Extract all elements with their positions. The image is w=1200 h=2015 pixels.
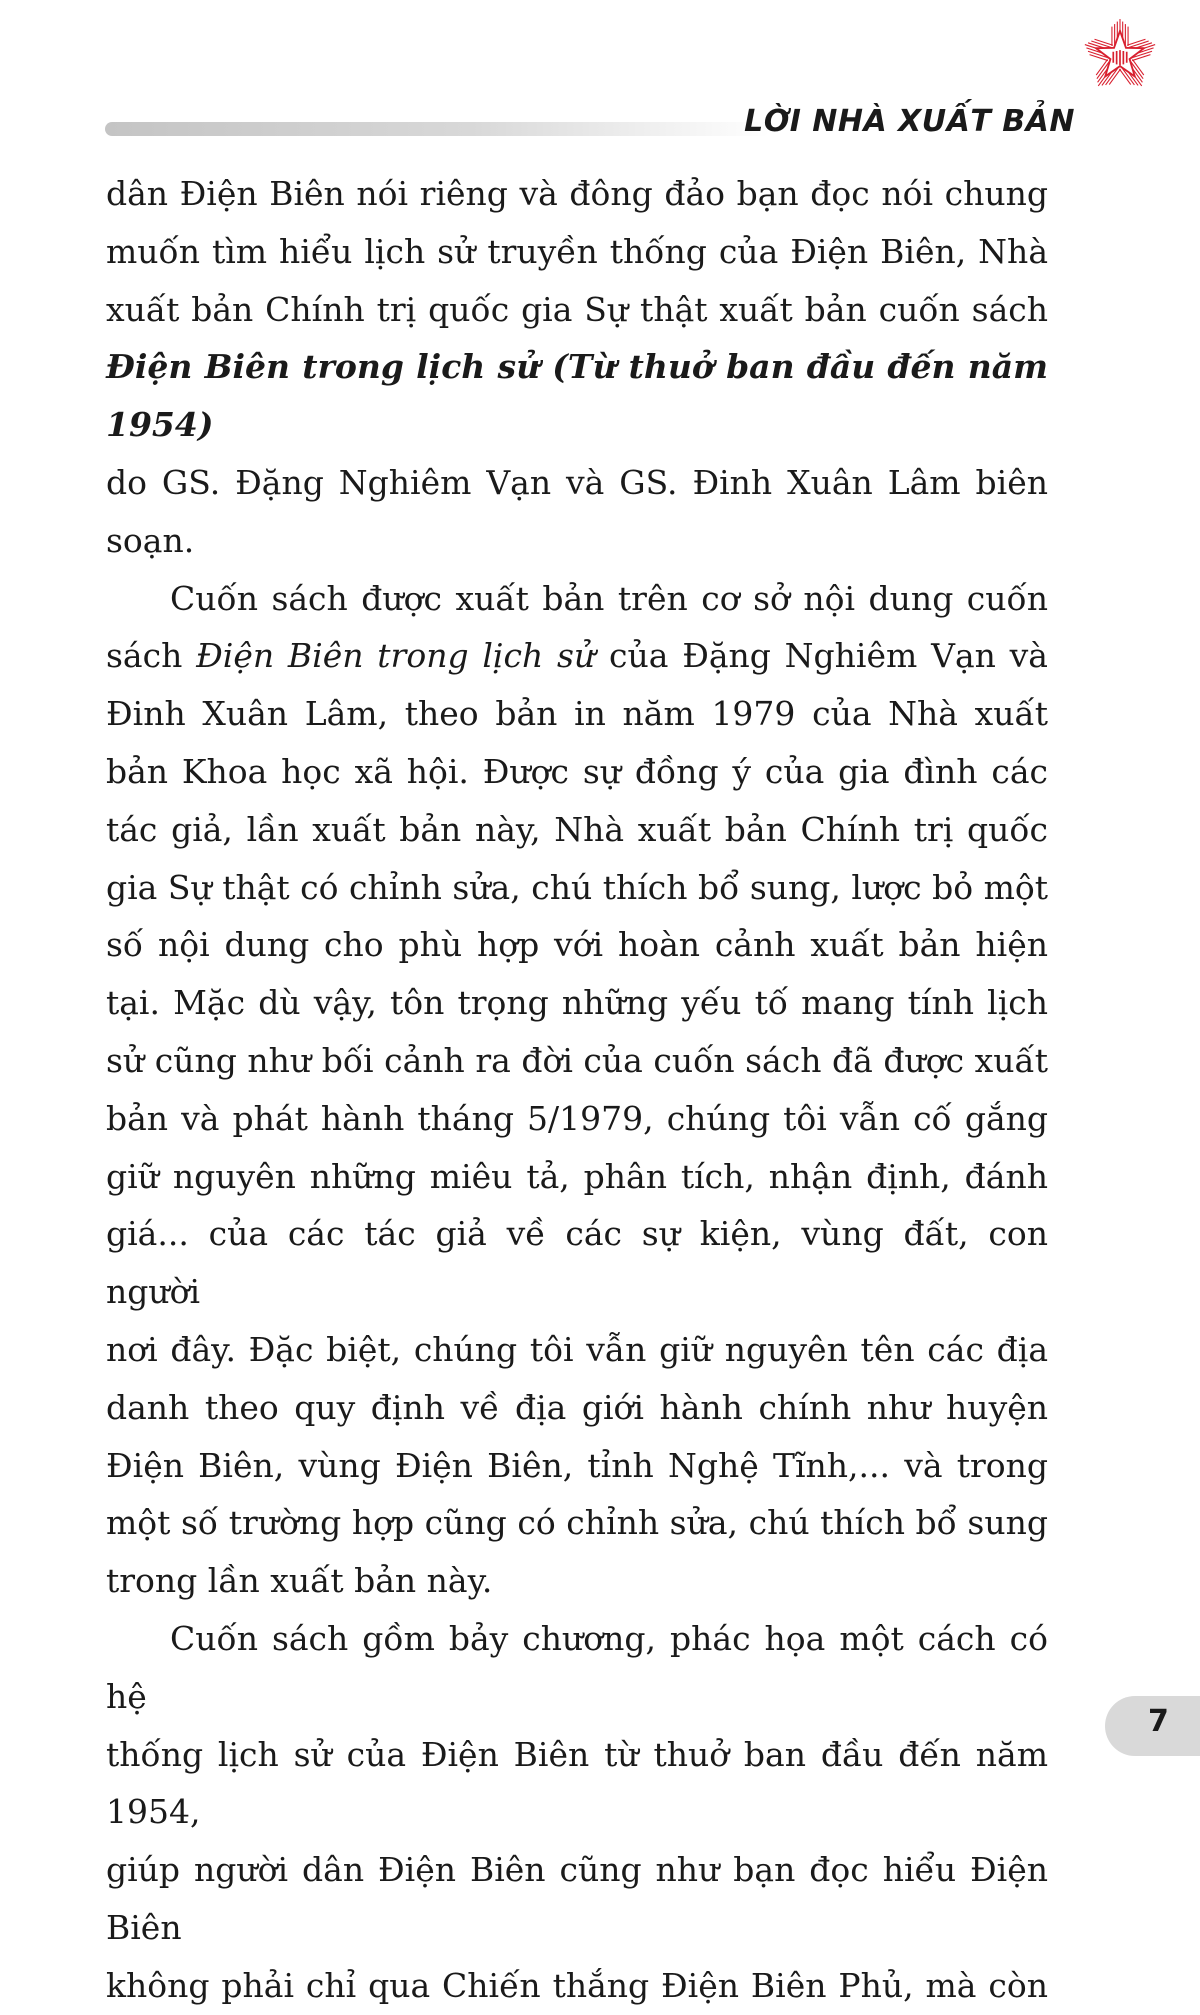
- logo-ray: [1095, 39, 1113, 45]
- text-line: Đinh Xuân Lâm, theo bản in năm 1979 của Nhà xuất: [106, 694, 1048, 734]
- text-line: bản và phát hành tháng 5/1979, chúng tôi vẫn cố gắng: [106, 1098, 1048, 1138]
- text-line: bản Khoa học xã hội. Được sự đồng ý của gia đình các: [106, 751, 1048, 791]
- text-line: không phải chỉ qua Chiến thắng Điện Biên Phủ, mà còn: [106, 1965, 1048, 2005]
- text-line: trong lần xuất bản này.: [106, 1561, 493, 1601]
- book-title-inline: Điện Biên trong lịch sử: [196, 636, 596, 676]
- text-line: Cuốn sách được xuất bản trên cơ sở nội dung cuốn: [170, 578, 1048, 618]
- text-line: danh theo quy định về địa giới hành chính như huyện: [106, 1387, 1048, 1427]
- text-line: nơi đây. Đặc biệt, chúng tôi vẫn giữ nguyên tên các địa: [106, 1329, 1048, 1369]
- running-header-title: LỜI NHÀ XUẤT BẢN: [744, 104, 1075, 139]
- publisher-logo-icon: [1078, 14, 1162, 98]
- text-line: do GS. Đặng Nghiêm Vạn và GS. Đinh Xuân Lâm biên soạn.: [106, 462, 1048, 560]
- text-line: giúp người dân Điện Biên cũng như bạn đọc hiểu Điện Biên: [106, 1850, 1048, 1947]
- text-line: tác giả, lần xuất bản này, Nhà xuất bản Chính trị quốc: [106, 809, 1048, 849]
- text-segment: của Đặng Nghiêm Vạn và: [595, 636, 1048, 676]
- text-line: tại. Mặc dù vậy, tôn trọng những yếu tố mang tính lịch: [106, 983, 1048, 1023]
- text-line: dân Điện Biên nói riêng và đông đảo bạn đọc nói chung: [106, 174, 1048, 213]
- text-line: giữ nguyên những miêu tả, phân tích, nhận định, đánh: [106, 1156, 1048, 1196]
- text-line: thống lịch sử của Điện Biên từ thuở ban đầu đến năm 1954,: [106, 1734, 1048, 1832]
- text-line: gia Sự thật có chỉnh sửa, chú thích bổ sung, lược bỏ một: [106, 867, 1048, 907]
- text-line: [106, 627, 1048, 685]
- text-line: một số trường hợp cũng có chỉnh sửa, chú thích bổ sung: [106, 1503, 1048, 1543]
- text-line: Cuốn sách gồm bảy chương, phác họa một cách có hệ: [106, 1618, 1048, 1716]
- header-rule: [105, 122, 770, 136]
- text-line: số nội dung cho phù hợp với hoàn cảnh xuất bản hiện: [106, 925, 1048, 965]
- logo-ray: [1127, 39, 1145, 45]
- text-line: muốn tìm hiểu lịch sử truyền thống của Điện Biên, Nhà: [106, 231, 1048, 271]
- text-line: sử cũng như bối cảnh ra đời của cuốn sách đã được xuất: [106, 1040, 1048, 1080]
- text-segment: sách: [106, 636, 197, 676]
- text-line: giá... của các tác giả về các sự kiện, vùng đất, con người: [106, 1214, 1048, 1312]
- body-text: [106, 165, 1048, 2015]
- book-title-line: Điện Biên trong lịch sử (Từ thuở ban đầu đến năm 1954): [106, 347, 1048, 445]
- text-line: xuất bản Chính trị quốc gia Sự thật xuất bản cuốn sách: [106, 289, 1048, 329]
- page-number: 7: [1148, 1704, 1169, 1739]
- text-line: Điện Biên, vùng Điện Biên, tỉnh Nghệ Tĩnh,... và trong: [106, 1445, 1048, 1485]
